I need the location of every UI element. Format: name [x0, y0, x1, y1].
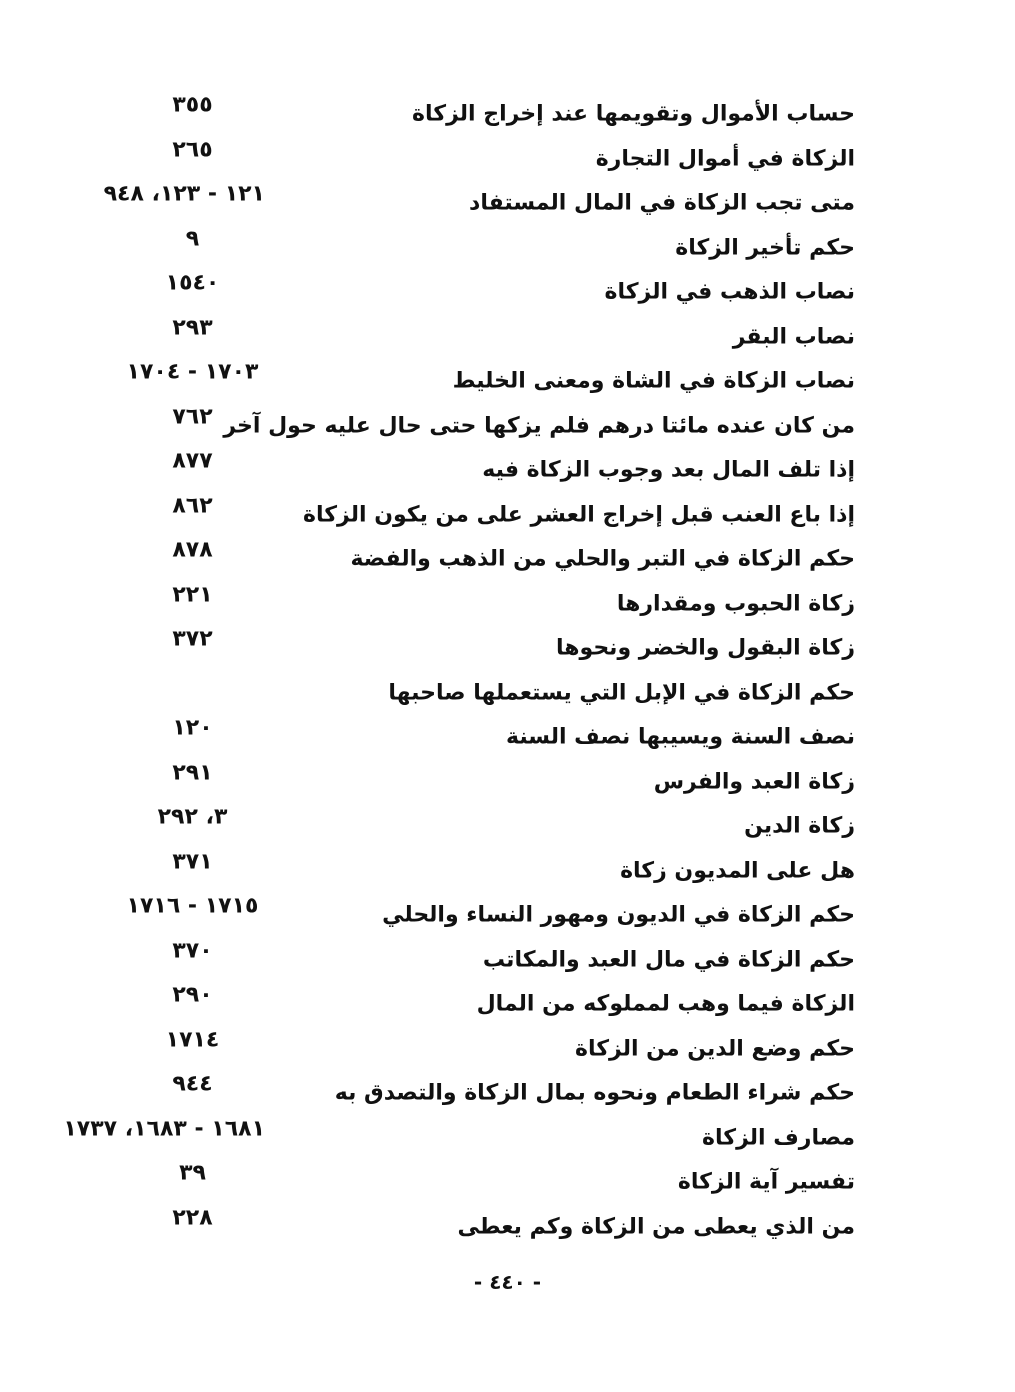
entry-reference-number: ٧٦٢ — [172, 404, 213, 430]
entry-topic: من كان عنده مائتا درهم فلم يزكها حتى حال عليه حول آخر — [223, 413, 855, 439]
entry-topic: حكم شراء الطعام ونحوه بمال الزكاة والتصدق به — [334, 1080, 855, 1106]
entry-topic: هل على المديون زكاة — [620, 858, 855, 884]
entry-topic: زكاة الدين — [744, 813, 855, 839]
index-entry — [120, 1071, 855, 1116]
index-entry — [120, 804, 855, 849]
index-entry — [120, 849, 855, 894]
entry-reference-number: ٢٩١ — [172, 760, 213, 786]
index-entry — [63, 1116, 855, 1161]
entry-reference-number: ٢٢١ — [172, 582, 213, 608]
entry-reference-number: ٢٢٨ — [172, 1205, 213, 1231]
entry-topic: زكاة الحبوب ومقدارها — [616, 591, 855, 617]
index-entry — [120, 493, 855, 538]
index-entry — [120, 893, 855, 938]
entry-topic: نصاب البقر — [732, 324, 855, 350]
page-number: - ٤٤٠ - — [473, 1270, 542, 1294]
entry-topic: من الذي يعطى من الزكاة وكم يعطى — [457, 1214, 855, 1240]
index-entry — [120, 760, 855, 805]
entry-topic: حكم الزكاة في مال العبد والمكاتب — [482, 947, 855, 973]
entry-reference-number: ١٢٠ — [172, 715, 213, 741]
index-entry — [120, 715, 855, 760]
entry-reference-number: ٢٩٠ — [172, 982, 213, 1008]
entry-reference-number: ٣٩ — [179, 1160, 206, 1186]
index-entry — [120, 226, 855, 271]
index-entry — [120, 92, 855, 137]
entry-reference-number: ٣٧١ — [172, 849, 213, 875]
entry-topic: تفسير آية الزكاة — [677, 1169, 855, 1195]
entry-topic: الزكاة فيما وهب لمملوكه من المال — [476, 991, 855, 1017]
index-entry — [120, 270, 855, 315]
index-entry — [120, 1160, 855, 1205]
entry-topic: حكم تأخير الزكاة — [675, 235, 855, 261]
entry-reference-number: ٢٩٣ — [172, 315, 213, 341]
index-entry — [120, 137, 855, 182]
index-entry — [120, 582, 855, 627]
entry-topic: متى تجب الزكاة في المال المستفاد — [469, 190, 855, 216]
entry-reference-number: ٣٧٢ — [172, 626, 213, 652]
index-entry — [120, 359, 855, 404]
entry-topic: الزكاة في أموال التجارة — [595, 146, 855, 172]
entry-reference-number: ٣٧٠ — [172, 938, 213, 964]
entry-topic: إذا باع العنب قبل إخراج العشر على من يكون الزكاة — [303, 502, 855, 528]
index-entry — [120, 982, 855, 1027]
index-entry — [120, 1027, 855, 1072]
entry-reference-number: ٨٧٧ — [172, 448, 213, 474]
entry-reference-number: ٨٦٢ — [172, 493, 213, 519]
entry-reference-number: ١٧١٥ - ١٧١٦ — [126, 893, 259, 919]
entry-reference-number: ٣، ٢٩٢ — [157, 804, 228, 830]
entry-reference-number: ٩٤٤ — [172, 1071, 213, 1097]
entry-topic: إذا تلف المال بعد وجوب الزكاة فيه — [482, 457, 855, 483]
entry-reference-number: ٢٦٥ — [172, 137, 213, 163]
entry-topic: زكاة البقول والخضر ونحوها — [556, 635, 855, 661]
entry-reference-number: ٨٧٨ — [172, 537, 213, 563]
entry-topic: حكم الزكاة في الديون ومهور النساء والحلي — [382, 902, 855, 928]
entry-topic: حساب الأموال وتقويمها عند إخراج الزكاة — [412, 101, 855, 127]
index-entry — [120, 404, 855, 449]
entry-topic: نصف السنة ويسيبها نصف السنة — [505, 724, 855, 750]
index-entry — [120, 938, 855, 983]
entry-topic: زكاة العبد والفرس — [653, 769, 855, 795]
entry-reference-number: ١٧١٤ — [165, 1027, 220, 1053]
entry-topic: نصاب الزكاة في الشاة ومعنى الخليط — [452, 368, 855, 394]
index-entry — [120, 626, 855, 671]
index-entry — [103, 181, 855, 226]
index-entry — [120, 315, 855, 360]
index-entry — [120, 448, 855, 493]
index-entry — [120, 1205, 855, 1250]
entry-reference-number: ٩ — [185, 226, 200, 252]
index-entry — [120, 671, 855, 716]
entry-topic: مصارف الزكاة — [702, 1125, 855, 1151]
entry-topic: حكم الزكاة في الإبل التي يستعملها صاحبها — [388, 680, 855, 706]
entry-reference-number: ١٢١ - ١٢٣، ٩٤٨ — [103, 181, 265, 207]
entry-reference-number: ١٦٨١ - ١٦٨٣، ١٧٣٧ — [63, 1116, 265, 1142]
entry-reference-number: ٣٥٥ — [172, 92, 213, 118]
entry-topic: حكم الزكاة في التبر والحلي من الذهب والفضة — [350, 546, 855, 572]
index-entries-list — [63, 92, 855, 1249]
entry-topic: حكم وضع الدين من الزكاة — [574, 1036, 855, 1062]
entry-reference-number: ١٧٠٣ - ١٧٠٤ — [126, 359, 259, 385]
entry-reference-number: ١٥٤٠ — [165, 270, 220, 296]
entry-topic: نصاب الذهب في الزكاة — [604, 279, 855, 305]
index-entry — [120, 537, 855, 582]
